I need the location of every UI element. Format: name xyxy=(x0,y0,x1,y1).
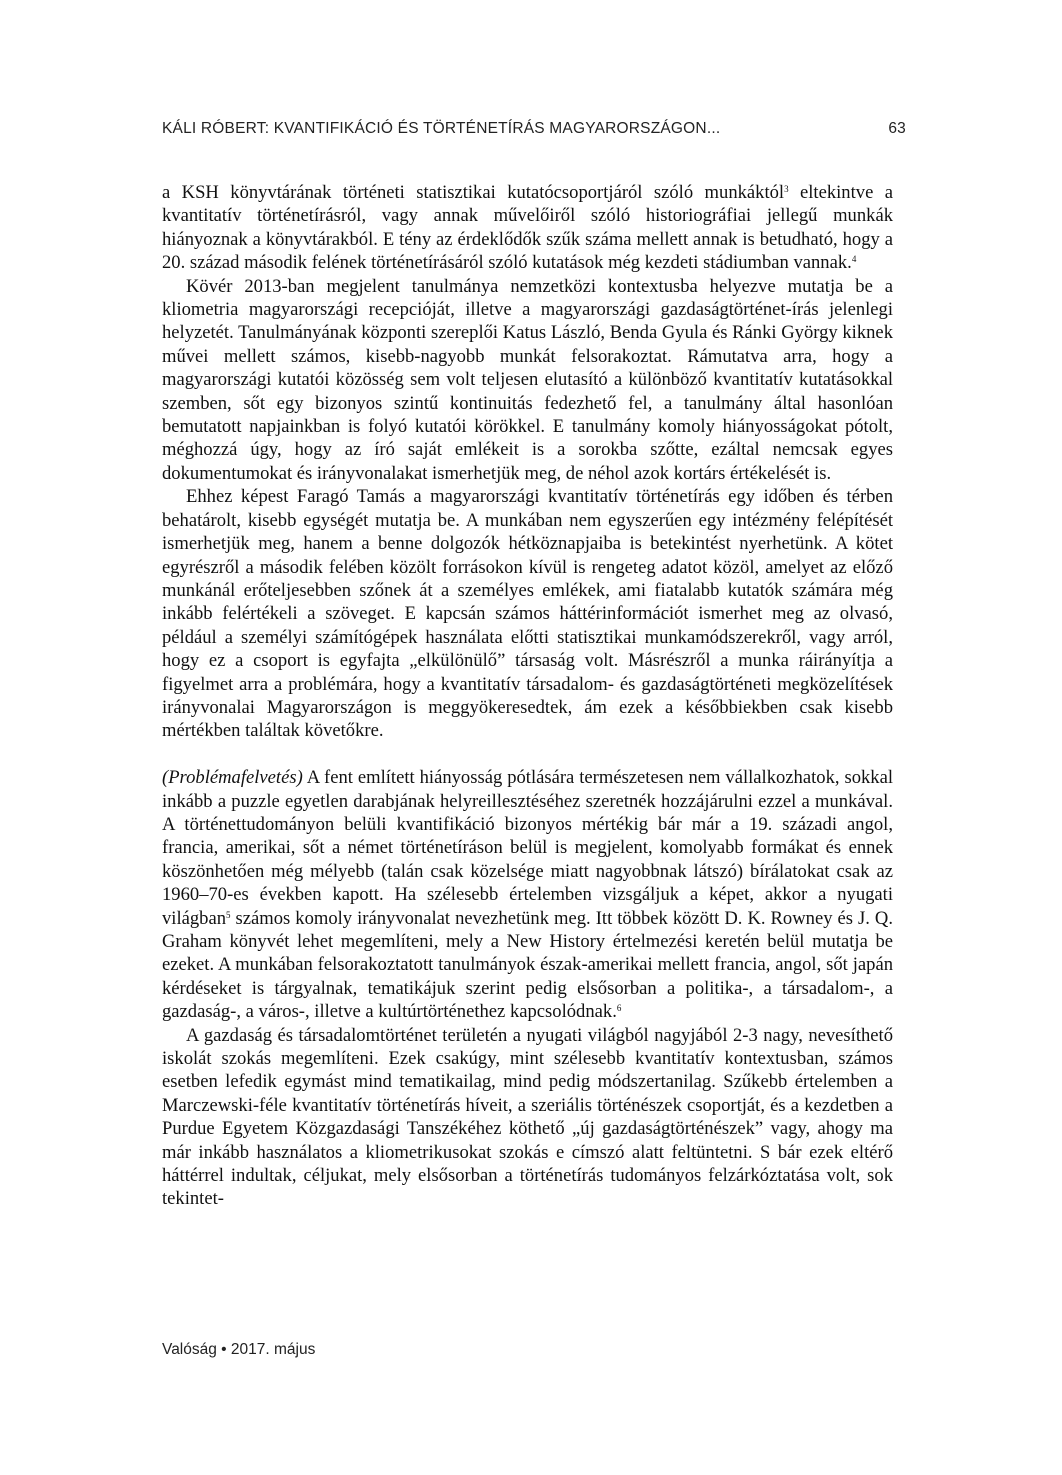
page-number: 63 xyxy=(888,120,906,137)
footnote-ref-6[interactable]: 6 xyxy=(616,1003,622,1014)
paragraph-text: a KSH könyvtárának történeti statisztikai kutatócsoportjáról szóló munkáktól xyxy=(162,182,785,203)
footnote-ref-3[interactable]: 3 xyxy=(784,184,789,194)
paragraph-text: eltekintve a kvantitatív történetírásról, vagy annak művelőiről szóló historiográfiai jellegű munkák hiányoznak a könyvtárakból. E tény az érdeklődők szűk száma mellett annak is betudható, hogy a 20. század második felének történetírásáról szóló kutatások még kezdeti stádiumban vannak. xyxy=(162,182,893,274)
article-body xyxy=(162,181,893,1211)
paragraph-2: Kövér 2013-ban megjelent tanulmánya nemzetközi kontextusba helyezve mutatja be a kliometria magyarországi recepcióját, illetve a magyarországi gazdaságtörténet-írás jelenlegi helyzetét. Tanulmányának központi szereplői Katus László, Benda Gyula és Ránki György kiknek művei mellett számos, kisebb-nagyobb munkát felsorakoztat. Rámutatva arra, hogy a magyarországi kutatói közösség sem volt teljesen elutasító a különböző kvantitatív kutatásokkal szemben, sőt egy bizonyos szintű kontinuitás fedezhető fel, a tanulmány által hasonlóan bemutatott napjainkban is folyó kutatói körökkel. E tanulmány komoly hiányosságokat pótolt, méghozzá úgy, hogy az író saját emlékeit is a sorokba szőtte, ezáltal nemcsak egyes dokumentumokat és irányvonalakat ismerhetjük meg, de néhol azok kortárs értékelését is. xyxy=(162,275,893,484)
footnote-ref-4[interactable]: 4 xyxy=(851,254,857,265)
page-footer: Valóság • 2017. május xyxy=(162,1341,316,1358)
paragraph-text: számos komoly irányvonalat nevezhetünk meg. Itt többek között D. K. Rowney és J. Q. Graham könyvét lehet megemlíteni, mely a New History értelmezési keretén belül mutatja be ezeket. A munkában felsorakoztatott tanulmányok észak-amerikai mellett francia, angol, sőt japán kérdéseket is tárgyalnak, tematikájuk szerint pedig elsősorban a politika-, a társadalom-, a gazdaság-, a város-, illetve a kultúrtörténethez kapcsolódnak. xyxy=(162,907,893,1023)
paragraph-4 xyxy=(162,766,893,1023)
footnote-ref-5[interactable]: 5 xyxy=(226,909,231,920)
paragraph-3: Ehhez képest Faragó Tamás a magyarországi kvantitatív történetírás egy időben és térben behatárolt, kisebb egységét mutatja be. A munkában nem egyszerűen egy intézmény felépítését ismerhetjük meg, hanem a benne dolgozók hétköznapjaiba is betekintést nyerhetünk. A kötet egyrészről a második felében közölt forrásokon kívül is rengeteg adatot közöl, amelyet az előző munkánál erőteljesebben szőnek át a személyes emlékek, ami fiatalabb kutatók számára még inkább felértékeli a szöveget. E kapcsán számos háttérinformációt ismerhet meg az olvasó, például a személyi számítógépek használata előtti statisztikai munkamódszerekről, vagy arról, hogy ez a csoport is egyfajta „elkülönülő” társaság volt. Másrészről a munka ráirányítja a figyelmet arra a problémára, hogy a kvantitatív társadalom- és gazdaságtörténeti megközelítések irányvonalai Magyarországon is meggyökeresedtek, ám ezek a későbbiekben csak kisebb mértékben találtak követőkre. xyxy=(162,486,893,742)
paragraph-5: A gazdaság és társadalomtörténet területén a nyugati világból nagyjából 2-3 nagy, nevesíthető iskolát szokás megemlíteni. Ezek csakúgy, mint szélesebb kvantitatív kontextusban, számos esetben lefedik egymást mind tematikailag, mind pedig módszertanilag. Szűkebb értelemben a Marczewski-féle kvantitatív történetírás híveit, a szeriális történészek csoportját, és a kezdetben a Purdue Egyetem Közgazdasági Tanszékéhez köthető „új gazdaságtörténészek” vagy, ahogy ma már inkább használatos a kliometrikusokat szokás e címszó alatt feltüntetni. S bár ezek eltérő háttérrel indultak, céljukat, mely elsősorban a történetírás tudományos felzárkóztatása volt, sok tekintet- xyxy=(162,1024,893,1210)
section-lead: (Problémafelvetés) xyxy=(162,767,303,789)
paragraph-1 xyxy=(162,181,893,275)
paragraph-text: A fent említett hiányosság pótlására természetesen nem vállalkozhatok, sokkal inkább a puzzle egyetlen darabjának helyreillesztéséhez szeretnék hozzájárulni ezzel a munkával. A történettudományon belüli kvantifikáció bizonyos mértékig bár már a 19. századi angol, francia, amerikai, sőt a német történetíráson belül is megjelent, komolyabb formákat és ennek köszönhetően még mélyebb (talán csak közelsége miatt nagyobbnak látszó) bírálatokat csak az 1960–70-es években kapott. Ha szélesebb értelemben vizsgáljuk a képet, akkor a nyugati világban xyxy=(162,767,893,929)
running-title: KÁLI RÓBERT: KVANTIFIKÁCIÓ ÉS TÖRTÉNETÍRÁS MAGYARORSZÁGON... xyxy=(162,120,721,137)
